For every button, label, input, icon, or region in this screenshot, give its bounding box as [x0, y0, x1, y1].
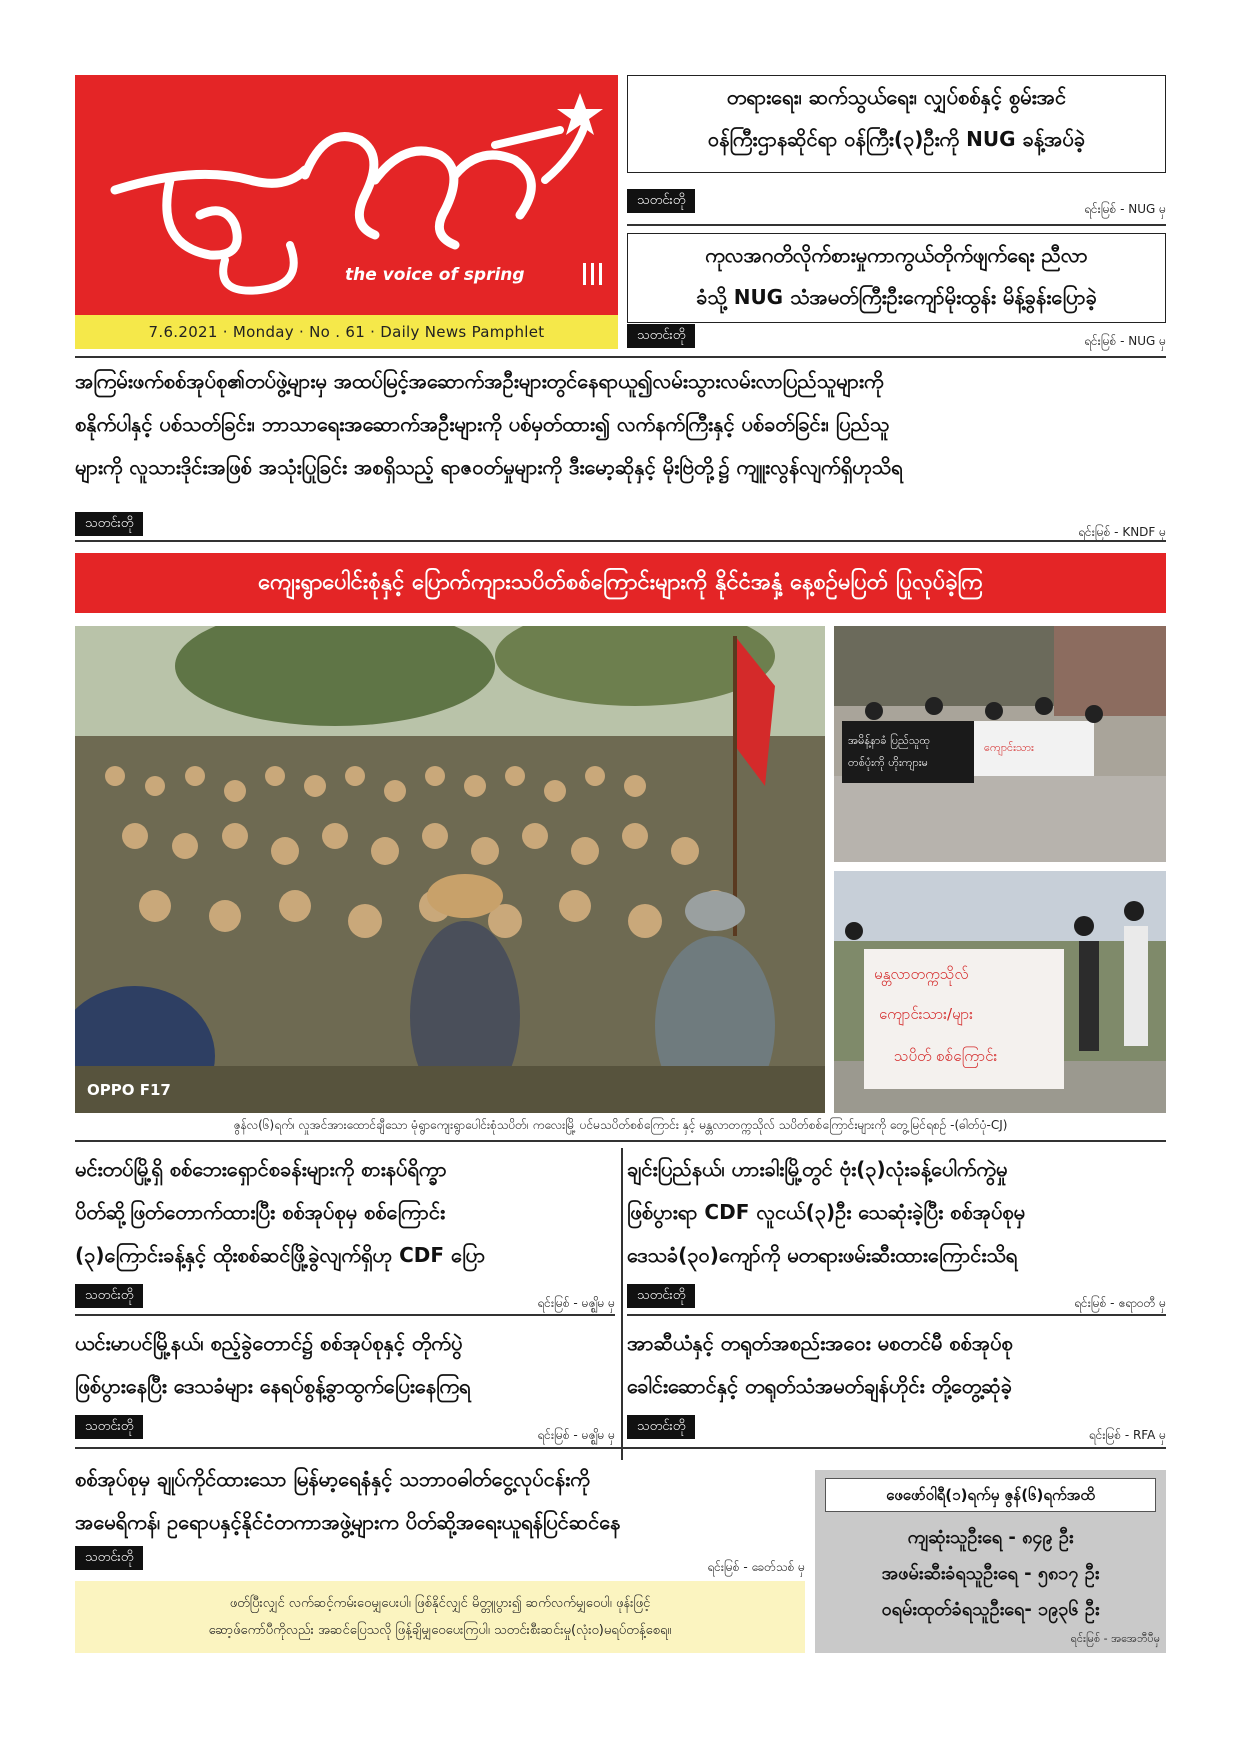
lead-story-line-2: စနိုက်ပါနှင့် ပစ်သတ်ခြင်း၊ ဘာသာရေးအဆောက်အဦးများကို ပစ်မှတ်ထား၍ လက်နက်ကြီးနှင့် ပစ်ခတ်ခြင်း၊ ပြည်သူ — [75, 412, 890, 436]
sign-text: အမိန့်နာခံ ပြည်သူထု — [848, 734, 931, 747]
sign-text: မန္တလာတက္ကသိုလ် — [874, 965, 969, 983]
stats-row: ကျဆုံးသူဦးရေ - ၈၄၉ ဦး — [907, 1527, 1074, 1548]
crowd-photo-image — [75, 626, 825, 1113]
divider — [75, 540, 1166, 542]
divider — [627, 224, 1166, 226]
source-label: ရင်းမြစ် - NUG မှ — [1084, 334, 1166, 348]
news-line: (၃)ကြောင်းခန့်နှင့် ထိုးစစ်ဆင်ဖြို့ခွဲလျက်ရှိဟု CDF ပြော — [75, 1243, 486, 1267]
news-tag: သတင်းတို — [627, 1415, 695, 1439]
headline-box-1 — [627, 75, 1166, 173]
photo-watermark: OPPO F17 — [87, 1081, 171, 1099]
divider — [627, 1314, 1166, 1316]
masthead-tagline: the voice of spring — [345, 265, 525, 285]
news-line: ဖြစ်ပွားနေပြီး ဒေသခံများ နေရပ်စွန့်ခွာထွက်ပြေးနေကြရ — [75, 1374, 471, 1398]
banner-headline: ကျေးရွာပေါင်းစုံနှင့် ပြောက်ကျားသပိတ်စစ်ကြောင်းများကို နိုင်ငံအနှံ့ နေ့စဉ်မပြတ် ပြုလုပ်ခဲ့ကြ — [75, 553, 1166, 613]
casualty-stats-box — [815, 1470, 1166, 1653]
stats-label: ဝရမ်းထုတ်ခံရသူဦးရေ — [881, 1599, 1025, 1620]
source-label: ရင်းမြစ် - မဇ္ဈိမ မှ — [537, 1296, 615, 1310]
lead-story-line-3: များကို လူသားဒိုင်းအဖြစ် အသုံးပြုခြင်း အစရှိသည့် ရာဇဝတ်မှုများကို ဒီးမော့ဆိုနှင့် မိုးဗြဲတို့၌ ကျူးလွန်လျက်ရှိဟုသိရ — [75, 455, 903, 479]
headline-box-2 — [627, 233, 1166, 323]
news-tag: သတင်းတို — [627, 1284, 695, 1308]
bottom-story-line-2: အမေရိကန်၊ ဥရောပနှင့်နိုင်ငံတကာအဖွဲ့များက ပိတ်ဆို့အရေးယူရန်ပြင်ဆင်နေ — [75, 1510, 621, 1534]
stats-value: ၅၈၁၇ ဦး — [1037, 1563, 1100, 1584]
news-item — [627, 1322, 1166, 1408]
stats-value: ၁၉၃၆ ဦး — [1038, 1599, 1100, 1620]
masthead — [75, 75, 618, 349]
stats-rows — [815, 1520, 1166, 1628]
footer-note — [75, 1581, 805, 1653]
news-tag: သတင်းတို — [75, 512, 143, 536]
divider — [75, 356, 1166, 358]
source-label: ရင်းမြစ် - မဇ္ဈိမ မှ — [537, 1428, 615, 1442]
column-divider — [621, 1148, 623, 1460]
headline-1-line-2: ဝန်ကြီးဌာနဆိုင်ရာ ဝန်ကြီး(၃)ဦးကို NUG ခန့်အပ်ခဲ့ — [707, 127, 1086, 151]
source-label: ရင်းမြစ် - RFA မှ — [1088, 1428, 1166, 1442]
divider — [75, 1447, 1166, 1449]
divider — [75, 1140, 1166, 1142]
news-tag: သတင်းတို — [75, 1284, 143, 1308]
news-tag: သတင်းတို — [627, 189, 695, 213]
footer-note-line-1: ဖတ်ပြီးလျှင် လက်ဆင့်ကမ်းဝေမျှပေးပါ၊ ဖြစ်နိုင်လျှင် မိတ္တူပွား၍ ဆက်လက်မျှဝေပါ၊ ဖုန်းဖြင့် — [229, 1596, 651, 1611]
news-tag: သတင်းတို — [75, 1546, 143, 1570]
news-line: အာဆီယံနှင့် တရုတ်အစည်းအဝေး မစတင်မီ စစ်အုပ်စု — [627, 1331, 1013, 1355]
issue-line: 7.6.2021 · Monday · No . 61 · Daily News Pamphlet — [75, 315, 618, 349]
stats-value: ၈၄၉ ဦး — [1022, 1527, 1074, 1548]
sign-text: တစ်ပုံးကို ဟိုးကျားမ — [848, 756, 928, 769]
source-label: ရင်းမြစ် - ဧရာဝတီ မှ — [1074, 1296, 1166, 1310]
march-photo-image — [834, 626, 1166, 862]
bottom-story-line-1: စစ်အုပ်စုမှ ချုပ်ကိုင်ထားသော မြန်မာ့ရေနံနှင့် သဘာဝဓါတ်ငွေ့လုပ်ငန်းကို — [75, 1467, 590, 1491]
news-line: ယင်းမာပင်မြို့နယ်၊ စည့်ခွဲတောင်၌ စစ်အုပ်စုနှင့် တိုက်ပွဲ — [75, 1331, 463, 1355]
headline-1-line-1: တရားရေး၊ ဆက်သွယ်ရေး၊ လျှပ်စစ်နှင့် စွမ်းအင် — [726, 85, 1067, 109]
source-label: ရင်းမြစ် - ခေတ်သစ် မှ — [707, 1560, 805, 1574]
bottom-right-photo — [834, 871, 1166, 1113]
news-line: ပိတ်ဆို့ဖြတ်တောက်ထားပြီး စစ်အုပ်စုမှ စစ်ကြောင်း — [75, 1200, 446, 1224]
sign-text: ကျောင်းသား — [984, 741, 1034, 754]
news-line: ခေါင်းဆောင်နှင့် တရုတ်သံအမတ်ချန်ဟိုင်း တို့တွေ့ဆုံခဲ့ — [627, 1374, 1012, 1398]
bottom-story — [75, 1458, 805, 1544]
news-item — [75, 1148, 615, 1277]
top-right-photo — [834, 626, 1166, 862]
sign-text: ကျောင်းသား/များ — [879, 1005, 973, 1023]
news-tag: သတင်းတို — [75, 1415, 143, 1439]
headline-2-line-2: ခံသို့ NUG သံအမတ်ကြီးဦးကျော်မိုးထွန်း မိန့်ခွန်းပြောခဲ့ — [696, 285, 1097, 309]
news-tag: သတင်းတို — [627, 324, 695, 348]
sign-text: သပိတ် စစ်ကြောင်း — [894, 1047, 998, 1065]
main-photo — [75, 626, 825, 1113]
university-march-image — [834, 871, 1166, 1113]
stats-title: ဖေဖော်ဝါရီ(၁)ရက်မှ ဇွန်(၆)ရက်အထိ — [825, 1478, 1156, 1512]
lead-story — [75, 360, 1166, 489]
headline-2-line-1: ကုလအဂတိလိုက်စားမှုကာကွယ်တိုက်ဖျက်ရေး ညီလာ — [705, 243, 1088, 267]
stats-row: ဝရမ်းထုတ်ခံရသူဦးရေ- ၁၉၃၆ ဦး — [881, 1599, 1100, 1620]
news-line: ချင်းပြည်နယ်၊ ဟားခါးမြို့တွင် ဗုံး(၃)လုံးခန့်ပေါက်ကွဲမှု — [627, 1157, 1008, 1181]
news-item — [627, 1148, 1166, 1277]
source-label: ရင်းမြစ် - KNDF မှ — [1078, 525, 1166, 539]
lead-story-line-1: အကြမ်းဖက်စစ်အုပ်စု၏တပ်ဖွဲ့များမှ အထပ်မြင့်အဆောက်အဦးများတွင်နေရာယူ၍လမ်းသွားလမ်းလာပြည်သူများကို — [75, 369, 884, 393]
news-line: မင်းတပ်မြို့ရှိ စစ်ဘေးရှောင်စခန်းများကို စားနပ်ရိက္ခာ — [75, 1157, 447, 1181]
news-line: ဖြစ်ပွားရာ CDF လူငယ်(၃)ဦး သေဆုံးခဲ့ပြီး စစ်အုပ်စုမှ — [627, 1200, 1026, 1224]
source-label: ရင်းမြစ် - အအေဘီပီမှ — [1070, 1632, 1160, 1645]
news-line: ဒေသခံ(၃၀)ကျော်ကို မတရားဖမ်းဆီးထားကြောင်းသိရ — [627, 1243, 1018, 1267]
stats-label: အဖမ်းဆီးခံရသူဦးရေ — [881, 1563, 1018, 1584]
bars-icon — [580, 261, 606, 287]
stats-row: အဖမ်းဆီးခံရသူဦးရေ - ၅၈၁၇ ဦး — [881, 1563, 1100, 1584]
stats-label: ကျဆုံးသူဦးရေ — [907, 1527, 1003, 1548]
footer-note-line-2: ဆော့ဖ်ကော်ပီကိုလည်း အဆင်ပြေသလို ဖြန့်ချိမျှဝေပေးကြပါ၊ သတင်းစီးဆင်းမှု(လုံးဝ)မရပ်တန့်စေရ။ — [208, 1623, 672, 1638]
divider — [75, 1314, 615, 1316]
source-label: ရင်းမြစ် - NUG မှ — [1084, 202, 1166, 216]
news-item — [75, 1322, 615, 1408]
photo-caption: ဇွန်လ(၆)ရက်၊ လှုအင်အားထောင်ချီသော မုံရွာကျေးရွာပေါင်းစုံသပိတ်၊ ကလေးမြို့ ပင်မသပိတ်စစ်ကြောင်း နှင့် မန္တလာတက္ကသိုလ် သပိတ်စစ်ကြောင်းများကို တွေ့မြင်ရစဉ် -(ဓါတ်ပုံ-CJ) — [233, 1118, 1008, 1132]
